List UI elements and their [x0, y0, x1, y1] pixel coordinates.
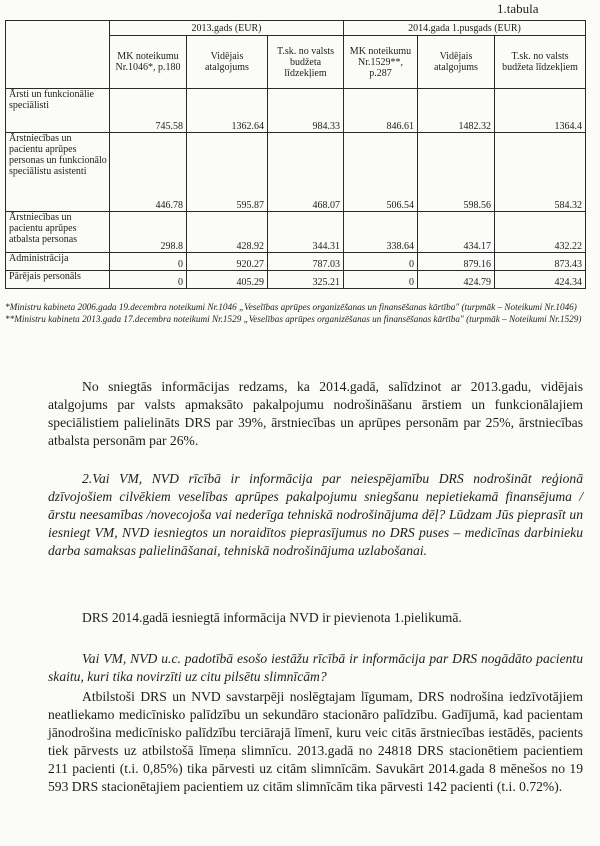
table-row	[6, 271, 586, 289]
table-cell: 338.64	[344, 212, 418, 253]
table-cell: 873.43	[495, 253, 586, 271]
row-label: Administrācija	[6, 253, 110, 271]
table-cell: 0	[344, 271, 418, 289]
paragraph-patient-transfers: Atbilstoši DRS un NVD savstarpēji noslēgtajam līgumam, DRS nodrošina iedzīvotājiem neatliekamo medicīnisko palīdzību un sekundāro stacionāro palīdzību. Gadījumā, kad pacientam jānodrošina medicīnisko palīdzību terciārajā līmenī, kuru veic citās ārstniecības iestādēs, pacients tiek pārvests uz atbilstošā līmeņa slimnīcu. 2013.gadā no 24818 DRS stacionētiem pacientiem 211 pacienti (t.i. 0,85%) tika pārvesti uz citām slimnīcām. Savukārt 2014.gada 8 mēnešos no 19 593 DRS stacionētajiem pacientiem uz citām slimnīcām tika pārvesti 142 pacienti (t.i. 0.72%).	[48, 689, 583, 794]
table-cell: 468.07	[268, 133, 344, 212]
table-cell: 0	[110, 271, 187, 289]
row-label: Ārsti un funkcionālie speciālisti	[6, 89, 110, 133]
table-cell: 598.56	[418, 133, 495, 212]
table-cell: 344.31	[268, 212, 344, 253]
row-label: Ārstniecības un pacientu aprūpes atbalsta personas	[6, 212, 110, 253]
table-cell: 434.17	[418, 212, 495, 253]
footnote: *Ministru kabineta 2006.gada 19.decembra noteikumi Nr.1046 „Veselības aprūpes organizēšanas un finansēšanas kārtība" (turpmāk – Noteikumi Nr.1046)	[5, 302, 577, 312]
question-2: 2.Vai VM, NVD rīcībā ir informācija par neiespējamību DRS nodrošināt reģionā dzīvojošiem cilvēkiem veselības aprūpes pakalpojumu sniegšanu nepietiekamā finansējuma / ārstu neesamības /novecojoša vai nederīga tehniskā nodrošinājuma dēļ? Lūdzam Jūs pieprasīt un iesniegt VM, NVD iesniegtos un noraidītos pieprasījumus no DRS puses – medicīnas darbinieku darba samaksas palielināšanai, tehniskā nodrošinājuma uzlabošanai.	[48, 471, 583, 558]
table-cell: 879.16	[418, 253, 495, 271]
column-header: Vidējais atalgojums	[418, 36, 495, 89]
table-cell: 432.22	[495, 212, 586, 253]
paragraph-attachment: DRS 2014.gadā iesniegtā informācija NVD ir pievienota 1.pielikumā.	[82, 610, 462, 625]
group-header-2014: 2014.gada 1.pusgads (EUR)	[344, 21, 586, 36]
question-3: Vai VM, NVD u.c. padotībā esošo iestāžu rīcībā ir informācija par DRS nogādāto pacientu skaitu, kuri tika novirzīti uz citu pilsētu slimnīcām?	[48, 651, 583, 684]
table-row	[6, 133, 586, 212]
table-cell: 325.21	[268, 271, 344, 289]
table-cell: 0	[110, 253, 187, 271]
table-cell: 424.79	[418, 271, 495, 289]
table-cell: 584.32	[495, 133, 586, 212]
table-cell: 506.54	[344, 133, 418, 212]
paragraph-salary-increase: No sniegtās informācijas redzams, ka 2014.gadā, salīdzinot ar 2013.gadu, vidējais atalgojums par valsts apmaksāto pakalpojumu nodrošināšanu ārstiem un funkcionālajiem speciālistiem palielināts DRS par 39%, ārstniecības un aprūpes personām par 25%, ārstniecības atbalsta personām par 26%.	[48, 379, 583, 448]
table-cell: 0	[344, 253, 418, 271]
table-group-header-row	[6, 21, 586, 36]
column-header: MK noteikumu Nr.1046*, p.180	[110, 36, 187, 89]
table-corner-cell	[6, 21, 110, 89]
row-label: Pārējais personāls	[6, 271, 110, 289]
column-header: T.sk. no valsts budžeta līdzekļiem	[268, 36, 344, 89]
table-cell: 787.03	[268, 253, 344, 271]
salary-table	[5, 20, 586, 289]
table-cell: 1364.4	[495, 89, 586, 133]
table-cell: 1482.32	[418, 89, 495, 133]
table-cell: 405.29	[187, 271, 268, 289]
table-cell: 424.34	[495, 271, 586, 289]
footnote: **Ministru kabineta 2013.gada 17.decembra noteikumi Nr.1529 „Veselības aprūpes organizēšanas un finansēšanas kārtība" (turpmāk – Noteikumi Nr.1529)	[5, 314, 582, 324]
table-cell: 298.8	[110, 212, 187, 253]
table-cell: 428.92	[187, 212, 268, 253]
group-header-2013: 2013.gads (EUR)	[110, 21, 344, 36]
column-header: Vidējais atalgojums	[187, 36, 268, 89]
table-cell: 920.27	[187, 253, 268, 271]
table-row	[6, 212, 586, 253]
table-row	[6, 89, 586, 133]
table-cell: 984.33	[268, 89, 344, 133]
table-row	[6, 253, 586, 271]
column-header: MK noteikumu Nr.1529**, p.287	[344, 36, 418, 89]
row-label: Ārstniecības un pacientu aprūpes personas un funkcionālo speciālistu asistenti	[6, 133, 110, 212]
column-header: T.sk. no valsts budžeta līdzekļiem	[495, 36, 586, 89]
table-cell: 446.78	[110, 133, 187, 212]
footnotes	[5, 301, 585, 325]
table-cell: 595.87	[187, 133, 268, 212]
table-caption: 1.tabula	[497, 1, 539, 16]
table-cell: 846.61	[344, 89, 418, 133]
table-cell: 1362.64	[187, 89, 268, 133]
table-cell: 745.58	[110, 89, 187, 133]
